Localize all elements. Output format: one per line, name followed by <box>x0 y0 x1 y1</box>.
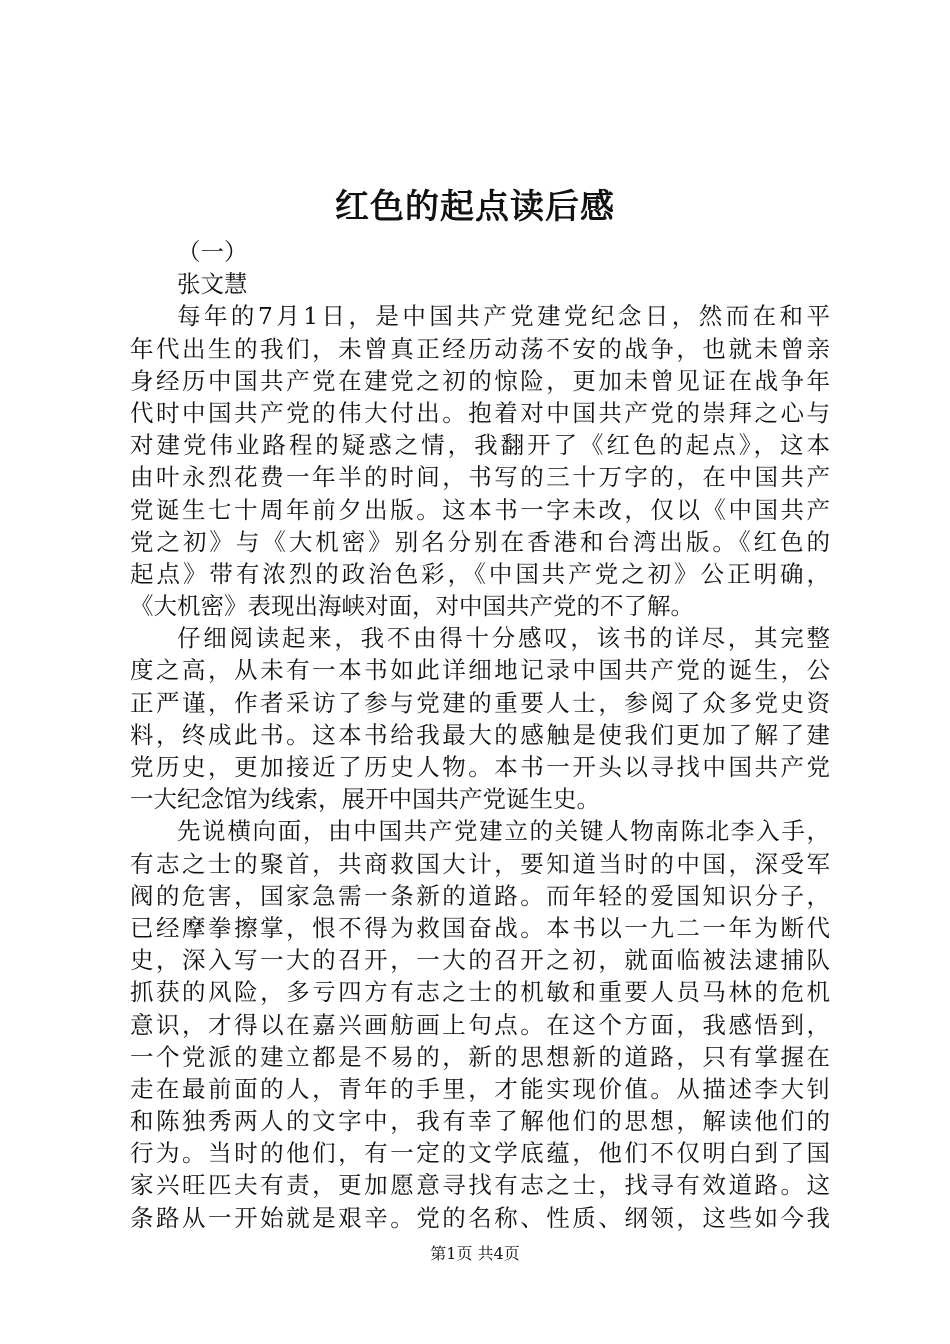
text-line: 阀的危害，国家急需一条新的道路。而年轻的爱国知识分子， <box>130 881 830 910</box>
text-line: 年代出生的我们，未曾真正经历动荡不安的战争，也就未曾亲 <box>130 334 830 363</box>
text-line: 条路从一开始就是艰辛。党的名称、性质、纲领，这些如今我 <box>130 1203 830 1232</box>
text-line: 度之高，从未有一本书如此详细地记录中国共产党的诞生，公 <box>130 656 830 685</box>
document-body <box>130 236 830 1234</box>
text-line: 正严谨，作者采访了参与党建的重要人士，参阅了众多党史资 <box>130 688 830 717</box>
text-line: 抓获的风险，多亏四方有志之士的机敏和重要人员马林的危机 <box>130 978 830 1007</box>
text-line: （一） <box>177 238 248 266</box>
text-line: 仔细阅读起来，我不由得十分感叹，该书的详尽，其完整 <box>177 624 830 653</box>
text-line: 一个党派的建立都是不易的，新的思想新的道路，只有掌握在 <box>130 1042 830 1071</box>
text-line: 对建党伟业路程的疑惑之情，我翻开了《红色的起点》，这本 <box>130 431 830 460</box>
text-line: 料，终成此书。这本书给我最大的感触是使我们更加了解了建 <box>130 720 830 749</box>
text-line: 家兴旺匹夫有责，更加愿意寻找有志之士，找寻有效道路。这 <box>130 1171 830 1200</box>
text-line: 史，深入写一大的召开，一大的召开之初，就面临被法逮捕队 <box>130 946 830 975</box>
text-line: 党历史，更加接近了历史人物。本书一开头以寻找中国共产党 <box>130 753 830 781</box>
text-line: 《大机密》表现出海峡对面，对中国共产党的不了解。 <box>130 592 694 621</box>
text-line: 行为。当时的他们，有一定的文学底蕴，他们不仅明白到了国 <box>130 1139 830 1168</box>
text-line: 每年的7月1日，是中国共产党建党纪念日，然而在和平 <box>177 302 830 331</box>
text-line: 先说横向面，由中国共产党建立的关键人物南陈北李入手， <box>177 817 830 846</box>
text-line: 身经历中国共产党在建党之初的惊险，更加未曾见证在战争年 <box>130 366 830 395</box>
text-line: 党之初》与《大机密》别名分别在香港和台湾出版。《红色的 <box>130 527 830 556</box>
text-line: 张文慧 <box>177 270 248 299</box>
text-line: 由叶永烈花费一年半的时间，书写的三十万字的，在中国共产 <box>130 463 830 492</box>
document-title: 红色的起点读后感 <box>335 187 615 227</box>
text-line: 代时中国共产党的伟大付出。抱着对中国共产党的崇拜之心与 <box>130 398 830 427</box>
text-line: 走在最前面的人，青年的手里，才能实现价值。从描述李大钊 <box>130 1074 830 1103</box>
text-line: 和陈独秀两人的文字中，我有幸了解他们的思想，解读他们的 <box>130 1107 830 1136</box>
text-line: 起点》带有浓烈的政治色彩，《中国共产党之初》公正明确， <box>130 559 830 588</box>
page-footer: 第1页 共4页 <box>430 1244 520 1263</box>
text-line: 一大纪念馆为线索，展开中国共产党诞生史。 <box>130 785 600 814</box>
text-line: 有志之士的聚首，共商救国大计，要知道当时的中国，深受军 <box>130 849 830 878</box>
text-line: 党诞生七十周年前夕出版。这本书一字未改，仅以《中国共产 <box>130 495 830 524</box>
text-line: 已经摩拳擦掌，恨不得为救国奋战。本书以一九二一年为断代 <box>130 913 830 942</box>
text-line: 意识，才得以在嘉兴画舫画上句点。在这个方面，我感悟到， <box>130 1010 830 1039</box>
